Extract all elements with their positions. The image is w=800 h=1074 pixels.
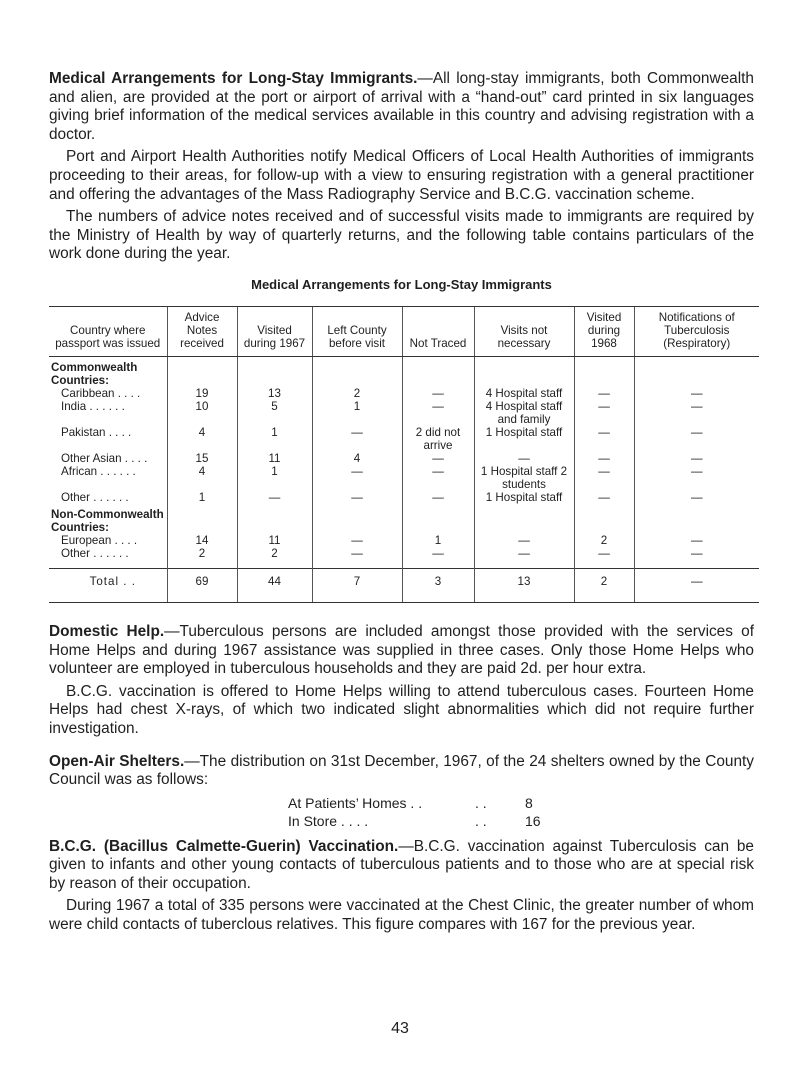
para-home-helps-bcg: B.C.G. vaccination is offered to Home Helps willing to attend tuberculous cases. Fourteen Home Helps had chest X-rays, of which two indicated slight abnormalities which did not require further investigation. <box>49 682 754 737</box>
para-domestic-help: Domestic Help.—Tuberculous persons are included amongst those provided with the services of Home Helps and during 1967 assistance was supplied in three cases. Only those Home Helps who volunteer are employed in tuberculous households and they are paid 2d. per hour extra. <box>49 622 754 678</box>
table-row: European . . . . 14 11 — 1 — 2 — <box>49 534 759 547</box>
para-bcg-vaccination: B.C.G. (Bacillus Calmette-Guerin) Vaccination.—B.C.G. vaccination against Tuberculosis can be given to infants and other young contacts of tuberculous patients and to those who are at special risk by reason of their occupation. <box>49 837 754 892</box>
group-row-commonwealth <box>49 356 759 387</box>
table-total-row: Total . . 69 44 7 3 13 2 — <box>49 568 759 602</box>
table-row: African . . . . . . 4 1 — — 1 Hospital staff 2 students — — <box>49 465 759 491</box>
para-open-air-shelters: Open-Air Shelters.—The distribution on 31st December, 1967, of the 24 shelters owned by the County Council was as follows: <box>49 752 754 789</box>
heading-open-air-shelters: Open-Air Shelters. <box>49 752 185 770</box>
group-row-non-commonwealth <box>49 504 759 534</box>
list-item: At Patients’ Homes . . . . 8 <box>288 794 533 811</box>
table-row: Caribbean . . . . 19 13 2 — 4 Hospital staff — — <box>49 387 759 400</box>
table-header-row <box>49 306 759 356</box>
table-row: Other . . . . . . 1 — — — 1 Hospital staff — — <box>49 491 759 504</box>
para-port-authorities: Port and Airport Health Authorities notify Medical Officers of Local Health Authorities of immigrants proceeding to their areas, for follow-up with a view to ensuring registration with a general practitioner and offering the advantages of the Mass Radiography Service and B.C.G. vaccination scheme. <box>49 148 754 203</box>
page-content <box>49 70 754 935</box>
col-header-left-county: Left County before visit <box>312 306 402 356</box>
col-header-notifications: Notifications of Tuberculosis (Respiratory) <box>634 306 759 356</box>
col-header-visits-not-necessary: Visits not necessary <box>474 306 574 356</box>
heading-long-stay-immigrants: Medical Arrangements for Long-Stay Immigrants. <box>49 70 418 87</box>
para-immigrants-intro: Medical Arrangements for Long-Stay Immigrants.—All long-stay immigrants, both Commonwealth and alien, are provided at the port or airport of arrival with a “hand-out” card printed in six languages giving brief information of the medical services available in this country and advising registration with a doctor. <box>49 70 754 143</box>
after-table-section <box>49 623 754 935</box>
group-label: Commonwealth Countries: <box>51 360 138 387</box>
page-number: 43 <box>391 1020 409 1037</box>
table-row: India . . . . . . 10 5 1 — 4 Hospital staff and family — — <box>49 400 759 426</box>
shelters-list <box>288 794 754 830</box>
heading-bcg-vaccination: B.C.G. (Bacillus Calmette-Guerin) Vaccination. <box>49 837 399 855</box>
col-header-country: Country where passport was issued <box>49 306 167 356</box>
heading-domestic-help: Domestic Help. <box>49 622 165 640</box>
para-bcg-1967: During 1967 a total of 335 persons were vaccinated at the Chest Clinic, the greater number of whom were child contacts of tuberclous relatives. This figure compares with 167 for the previous year. <box>49 897 754 934</box>
table-row: Pakistan . . . . 4 1 — 2 did not arrive 1 Hospital staff — — <box>49 426 759 452</box>
col-header-visited-1967: Visited during 1967 <box>237 306 312 356</box>
col-header-visited-1968: Visited during 1968 <box>574 306 634 356</box>
immigrants-table <box>49 306 759 603</box>
table-title: Medical Arrangements for Long-Stay Immigrants <box>251 276 552 292</box>
table-row: Other Asian . . . . 15 11 4 — — — — <box>49 452 759 465</box>
group-label: Non-Commonwealth Countries: <box>51 507 164 534</box>
para-advice-notes: The numbers of advice notes received and of successful visits made to immigrants are required by the Ministry of Health by way of quarterly returns, and the following table contains particulars of the work done during the year. <box>49 208 754 263</box>
col-header-not-traced: Not Traced <box>402 306 474 356</box>
table-row: Other . . . . . . 2 2 — — — — — <box>49 547 759 569</box>
list-item: In Store . . . . . . 16 <box>288 812 541 829</box>
col-header-advice-notes: Advice Notes received <box>167 306 237 356</box>
